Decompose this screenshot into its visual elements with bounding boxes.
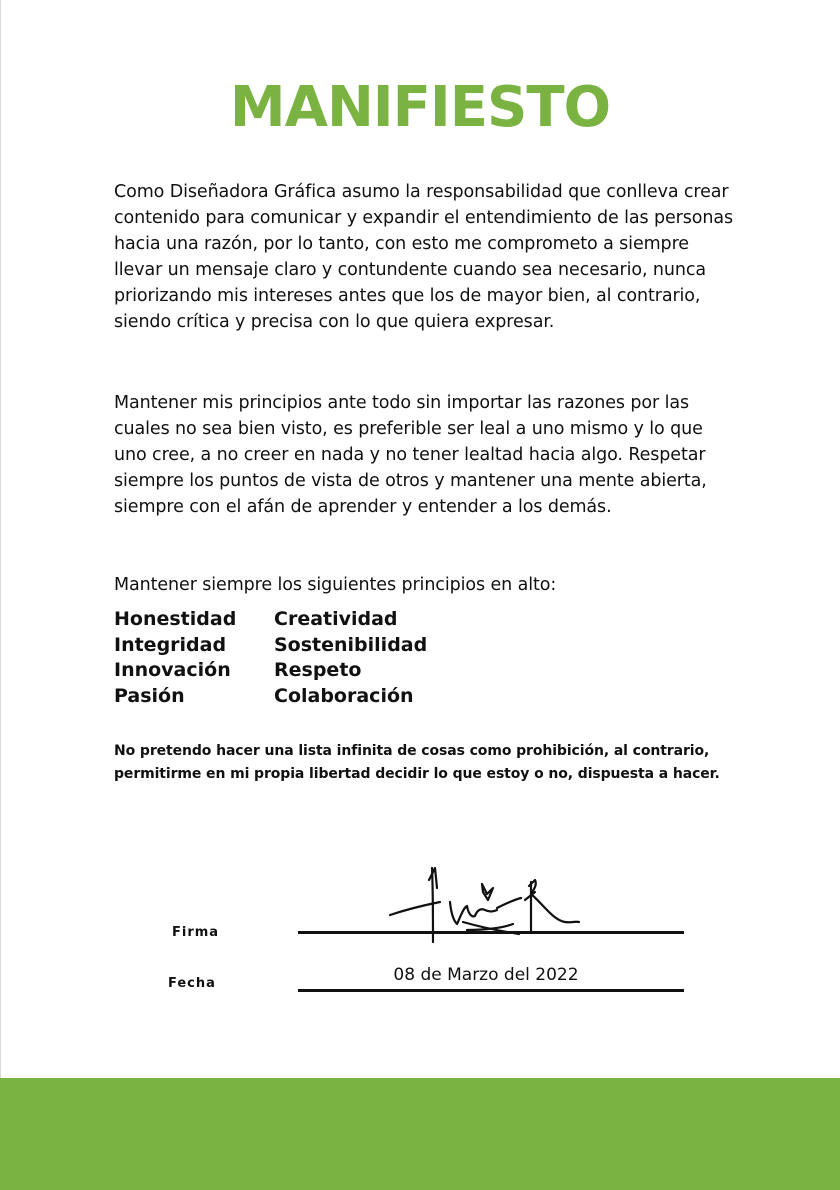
values-list (114, 607, 474, 709)
page-title: MANIFIESTO (229, 75, 611, 140)
paragraph-values-intro: Mantener siempre los siguientes principios en alto: (114, 575, 557, 595)
value-item: Innovación (114, 659, 231, 681)
closing-note: No pretendo hacer una lista infinita de cosas como prohibición, al contrario, permitirme en mi propia libertad decidir lo que estoy o no, dispuesta a hacer. (114, 743, 720, 782)
handwritten-signature-icon (385, 860, 590, 950)
signature-label: Firma (172, 925, 220, 940)
value-item: Creatividad (274, 608, 398, 630)
value-item: Integridad (114, 633, 227, 656)
signature-line (298, 931, 684, 934)
value-item: Sostenibilidad (274, 633, 428, 656)
date-value: 08 de Marzo del 2022 (393, 965, 579, 985)
paragraph-intro: Como Diseñadora Gráfica asumo la responsabilidad que conlleva crear contenido para comunicar y expandir el entendimiento de las personas hacia una razón, por lo tanto, con esto me comprometo a siempre llevar un mensaje claro y contundente cuando sea necesario, nunca priorizando mis intereses antes que los de mayor bien, al contrario, siendo crítica y precisa con lo que quiera expresar. (114, 182, 733, 332)
value-item: Colaboración (274, 684, 414, 707)
date-label: Fecha (168, 976, 216, 991)
value-item: Respeto (274, 659, 362, 681)
value-item: Pasión (114, 684, 185, 707)
value-item: Honestidad (114, 608, 237, 630)
page-border (0, 0, 1, 1078)
paragraph-principles: Mantener mis principios ante todo sin importar las razones por las cuales no sea bien visto, es preferible ser leal a uno mismo y lo que uno cree, a no creer en nada y no tener lealtad hacia algo. Respetar siempre los puntos de vista de otros y mantener una mente abierta, siempre con el afán de aprender y entender a los demás. (114, 393, 707, 517)
footer-band (0, 1078, 840, 1190)
date-line (298, 989, 684, 992)
